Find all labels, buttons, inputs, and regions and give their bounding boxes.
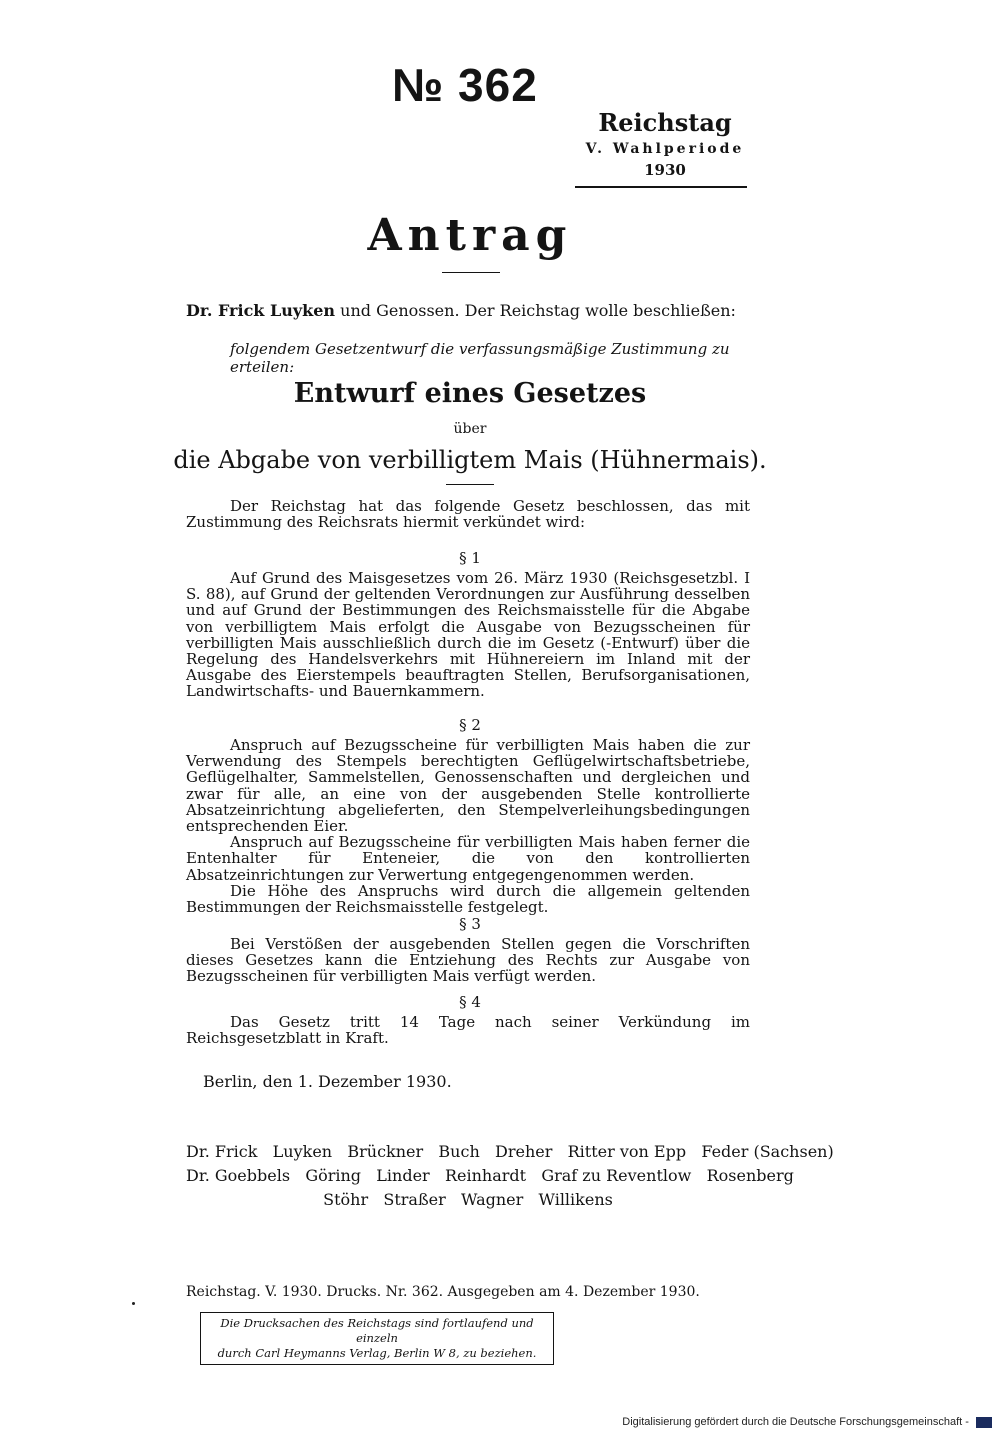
wahlperiode-label: V. Wahlperiode <box>585 141 745 157</box>
distribution-notice <box>200 1312 554 1365</box>
section-paragraph: Anspruch auf Bezugsscheine für verbilligten Mais haben ferner die Entenhalter für Enteneier, die von den kontrollierten Absatzeinrichtungen zur Verwertung entgegengenommen werden. <box>186 833 750 884</box>
header-rule <box>575 186 747 188</box>
motion-intro-text: und Genossen. Der Reichstag wolle beschließen: <box>335 301 736 320</box>
reichstag-label: Reichstag <box>598 108 732 137</box>
section-paragraph: Anspruch auf Bezugsscheine für verbilligten Mais haben die zur Verwendung des Stempels berechtigten Geflügelwirtschaftsbetriebe, Geflügelhalter, Sammelstellen, Genossenschaften und dergleichen und zwar für alle, an eine von der ausgebenden Stelle kontrollierte Absatzeinrichtung abgelieferten, den Stempelverleihungsbedingungen entsprechenden Eier. <box>186 736 750 836</box>
preamble <box>186 498 750 530</box>
section-label: § 3 <box>459 915 481 933</box>
section-paragraph: Bei Verstößen der ausgebenden Stellen gegen die Vorschriften dieses Gesetzes kann die Entziehung des Rechts zur Ausgabe von Bezugsscheinen für verbilligten Mais verfügt werden. <box>186 935 750 986</box>
section-paragraph: Die Höhe des Anspruchs wird durch die allgemein geltenden Bestimmungen der Reichsmaisstelle festgelegt. <box>186 881 750 917</box>
section-label: § 4 <box>459 993 481 1011</box>
scan-speck <box>132 1302 135 1305</box>
motion-intro-line2: folgendem Gesetzentwurf die verfassungsmäßige Zustimmung zu erteilen: <box>230 340 730 376</box>
print-footer: Reichstag. V. 1930. Drucks. Nr. 362. Ausgegeben am 4. Dezember 1930. <box>186 1284 700 1300</box>
section-paragraph: Auf Grund des Maisgesetzes vom 26. März 1930 (Reichsgesetzbl. I S. 88), auf Grund der geltenden Verordnungen zur Ausführung desselben und auf Grund der Bestimmungen des Reichsmaisstelle für die Abgabe von verbilligtem Mais erfolgt die Ausgabe von Bezugsscheinen für verbilligten Mais ausschließlich durch die im Gesetz (-Entwurf) über die Regelung des Handelsverkehrs mit Hühnereiern im Inland mit der Ausgabe des Eierstempels beauftragten Stellen, Berufsorganisationen, Landwirtschafts- und Bauernkammern. <box>186 569 750 701</box>
law-ueber: über <box>453 421 487 437</box>
motion-intro <box>186 300 746 322</box>
signatory-line: Dr. Frick Luyken Brückner Buch Dreher Ritter von Epp Feder (Sachsen) <box>186 1142 834 1161</box>
motion-authors: Dr. Frick Luyken <box>186 301 336 320</box>
digitization-credit <box>622 1416 992 1428</box>
law-heading: Entwurf eines Gesetzes <box>293 378 647 409</box>
year-label: 1930 <box>644 161 686 179</box>
law-subject: die Abgabe von verbilligtem Mais (Hühnermais). <box>173 446 767 474</box>
document-date: Berlin, den 1. Dezember 1930. <box>203 1072 452 1091</box>
document-number: № 362 <box>392 59 538 111</box>
section-paragraph: Das Gesetz tritt 14 Tage nach seiner Verkündung im Reichsgesetzblatt in Kraft. <box>186 1013 750 1048</box>
section-label: § 1 <box>459 549 481 567</box>
title-divider <box>442 272 500 273</box>
section-label: § 2 <box>459 716 481 734</box>
preamble-text: Der Reichstag hat das folgende Gesetz beschlossen, das mit Zustimmung des Reichsrats hiermit verkündet wird: <box>186 497 750 532</box>
section-body <box>186 570 750 700</box>
signatory-line: Stöhr Straßer Wagner Willikens <box>323 1190 613 1209</box>
page-title: Antrag <box>367 210 573 261</box>
dfg-logo-icon <box>976 1417 992 1428</box>
section-body <box>186 1014 750 1046</box>
section-body <box>186 737 750 915</box>
section-body <box>186 936 750 985</box>
notice-line: durch Carl Heymanns Verlag, Berlin W 8, zu beziehen. <box>217 1346 537 1360</box>
notice-line: Die Drucksachen des Reichstags sind fortlaufend und einzeln <box>220 1316 534 1345</box>
signatory-line: Dr. Goebbels Göring Linder Reinhardt Graf zu Reventlow Rosenberg <box>186 1166 794 1185</box>
signatories <box>186 1140 834 1212</box>
law-divider <box>446 484 494 485</box>
credit-text: Digitalisierung gefördert durch die Deutsche Forschungsgemeinschaft - <box>622 1416 969 1428</box>
reichstag-header <box>580 108 750 180</box>
